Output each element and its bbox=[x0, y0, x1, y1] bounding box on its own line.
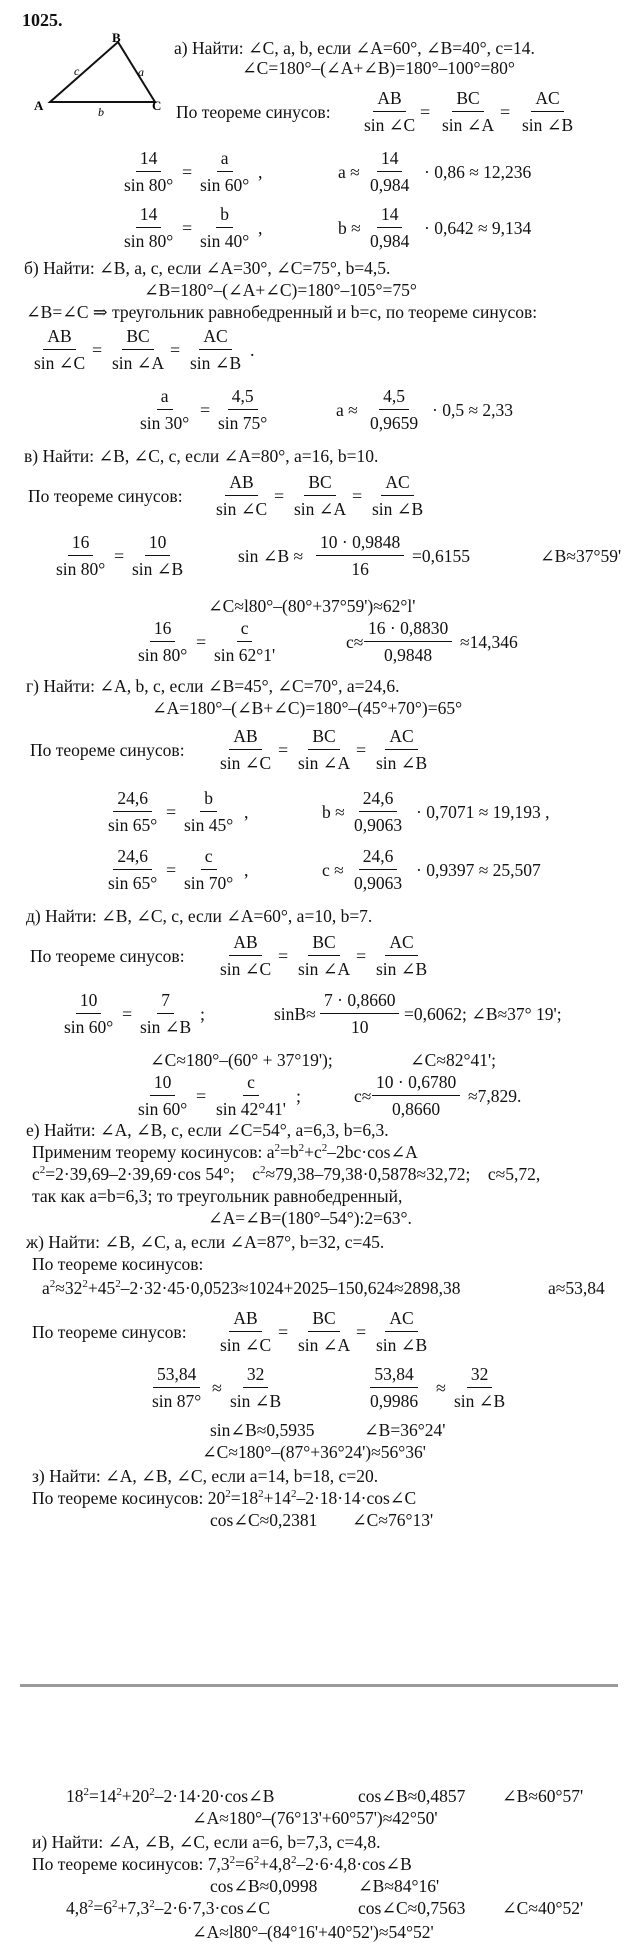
frac: $\frac{32}{\sin \angle B}$ bbox=[230, 1364, 282, 1411]
g-sinb: sin∠B≈0,5935 bbox=[210, 1420, 315, 1440]
operator: ; bbox=[296, 1086, 302, 1106]
e-result-value: ≈7,829. bbox=[468, 1086, 522, 1106]
frac: $\frac{16 \cdot 0,8830}{0,9848}$ bbox=[364, 618, 452, 665]
g-angle-b: ∠B=36°24' bbox=[364, 1420, 446, 1440]
frac: $\frac{AB}{\sin \angle C}$ bbox=[34, 326, 86, 373]
a-given: а) Найти: ∠C, a, b, если ∠A=60°, ∠B=40°, c=14. bbox=[174, 38, 535, 58]
frac: $\frac{BC}{\sin \angle A}$ bbox=[442, 88, 495, 135]
c-given: в) Найти: ∠B, ∠C, c, если ∠A=80°, a=16, b=10. bbox=[24, 446, 379, 466]
a-angle-c: ∠C=180°–(∠A+∠B)=180°–100°=80° bbox=[242, 58, 515, 78]
e-sinb-value: =0,6062; ∠B≈37° 19'; bbox=[404, 1004, 562, 1024]
frac: $\frac{14}{\sin 80^\circ}$ bbox=[124, 148, 174, 195]
frac: $\frac{24,6}{\sin 65^\circ}$ bbox=[108, 788, 158, 835]
d-result-c-value: · 0,9397 ≈ 25,507 bbox=[416, 860, 541, 880]
triangle-figure bbox=[28, 30, 168, 118]
b-isosceles: ∠B=∠C ⇒ треугольник равнобедренный и b=c, по теореме синусов: bbox=[26, 302, 538, 322]
f-given: е) Найти: ∠A, ∠B, c, если ∠C=54°, a=6,3, b=6,3. bbox=[26, 1120, 389, 1140]
frac: $\frac{AB}{\sin \angle C}$ bbox=[220, 932, 272, 979]
frac: $\frac{AB}{\sin \angle C}$ bbox=[220, 1308, 272, 1355]
e-angle-c: ∠C≈180°–(60° + 37°19'); bbox=[150, 1050, 333, 1070]
operator: = bbox=[182, 162, 193, 182]
f-isosceles: так как a=b=6,3; то треугольник равнобедренный, bbox=[32, 1186, 403, 1206]
operator: = bbox=[170, 340, 181, 360]
operator: = bbox=[166, 802, 177, 822]
frac: $\frac{a}{\sin 60^\circ}$ bbox=[200, 148, 250, 195]
h-angle-a: ∠A≈180°–(76°13'+60°57')≈42°50' bbox=[192, 1808, 438, 1828]
frac: $\frac{BC}{\sin \angle A}$ bbox=[298, 932, 351, 979]
frac: $\frac{a}{\sin 30^\circ}$ bbox=[140, 386, 190, 433]
operator: = bbox=[92, 340, 103, 360]
frac: $\frac{AC}{\sin \angle B}$ bbox=[372, 472, 424, 519]
h-cosine-b: $18^2=14^2+20^2-2\cdot 14\cdot 20\cdot\cos\angle B$ bbox=[66, 1786, 275, 1806]
frac: $\frac{24,6}{\sin 65^\circ}$ bbox=[108, 846, 158, 893]
b-given: б) Найти: ∠B, a, c, если ∠A=30°, ∠C=75°, b=4,5. bbox=[24, 258, 391, 278]
operator: , bbox=[244, 860, 249, 880]
frac: $\frac{b}{\sin 40^\circ}$ bbox=[200, 204, 250, 251]
operator: . bbox=[250, 340, 255, 360]
f-c-squared: $c^2=2\cdot 39,69-2\cdot 39,69\cdot\cos$ 54°; $c^2\approx 79,38-79,38\cdot 0,5878\approx 32,72$; c≈5,72, bbox=[32, 1164, 541, 1184]
e-result: c≈ bbox=[354, 1086, 372, 1106]
operator: = bbox=[356, 946, 367, 966]
h-cosb: cos∠B≈0,4857 bbox=[358, 1786, 466, 1806]
e-sines-label: По теореме синусов: bbox=[30, 946, 185, 966]
frac: $\frac{53,84}{\sin 87^\circ}$ bbox=[152, 1364, 202, 1411]
frac: $\frac{b}{\sin 45^\circ}$ bbox=[184, 788, 234, 835]
operator: , bbox=[258, 218, 263, 238]
i-angle-b: ∠B≈84°16' bbox=[358, 1876, 440, 1896]
frac: $\frac{4,5}{\sin 75^\circ}$ bbox=[218, 386, 268, 433]
problem-number: 1025. bbox=[22, 10, 63, 30]
a-result-b-value: · 0,642 ≈ 9,134 bbox=[424, 218, 532, 238]
c-angle-c: ∠C≈l80°–(80°+37°59')≈62°l' bbox=[208, 596, 416, 616]
g-a-squared: $a^2\approx 32^2+45^2-2\cdot 32\cdot 45\cdot 0,0523\approx 1024+2025-150,624\approx 2898,38$ bbox=[42, 1278, 461, 1298]
d-result-c: c ≈ bbox=[322, 860, 344, 880]
h-cosine: По теореме косинусов: $20^2=18^2+14^2-2\cdot 18\cdot 14\cdot\cos\angle C$ bbox=[32, 1488, 417, 1508]
frac: $\frac{10}{\sin 60^\circ}$ bbox=[138, 1072, 188, 1119]
frac: $\frac{10 \cdot 0,6780}{0,8660}$ bbox=[372, 1072, 460, 1119]
operator: = bbox=[500, 102, 511, 122]
frac: $\frac{BC}{\sin \angle A}$ bbox=[112, 326, 165, 373]
operator: = bbox=[122, 1004, 133, 1024]
c-sinb-value: =0,6155 bbox=[412, 546, 470, 566]
frac: $\frac{BC}{\sin \angle A}$ bbox=[294, 472, 347, 519]
frac: $\frac{24,6}{0,9063}$ bbox=[354, 788, 403, 835]
g-a-value: a≈53,84 bbox=[548, 1278, 605, 1298]
operator: = bbox=[274, 486, 285, 506]
frac: $\frac{7}{\sin \angle B}$ bbox=[140, 990, 192, 1037]
frac: $\frac{AB}{\sin \angle C}$ bbox=[216, 472, 268, 519]
d-sines-label: По теореме синусов: bbox=[30, 740, 185, 760]
frac: $\frac{7 \cdot 0,8660}{10}$ bbox=[320, 990, 399, 1037]
frac: $\frac{c}{\sin 42^\circ 41'}$ bbox=[216, 1072, 286, 1119]
i-cosb: cos∠B≈0,0998 bbox=[210, 1876, 318, 1896]
page-divider bbox=[20, 1684, 618, 1687]
frac: $\frac{10}{\sin 60^\circ}$ bbox=[64, 990, 114, 1037]
operator: ≈ bbox=[436, 1378, 446, 1398]
frac: $\frac{4,5}{0,9659}$ bbox=[370, 386, 419, 433]
side-b: b bbox=[98, 105, 104, 118]
frac: $\frac{16}{\sin 80^\circ}$ bbox=[56, 532, 106, 579]
e-given: д) Найти: ∠B, ∠C, c, если ∠A=60°, a=10, b=7. bbox=[26, 906, 373, 926]
i-cosine-c: $4,8^2=6^2+7,3^2-2\cdot 6\cdot 7,3\cdot\cos\angle C$ bbox=[66, 1898, 271, 1918]
c-sines-label: По теореме синусов: bbox=[28, 486, 183, 506]
g-sines-label: По теореме синусов: bbox=[32, 1322, 187, 1342]
f-angles: ∠A=∠B=(180°–54°):2=63°. bbox=[208, 1208, 412, 1228]
operator: = bbox=[352, 486, 363, 506]
frac: $\frac{AC}{\sin \angle B}$ bbox=[376, 1308, 428, 1355]
frac: $\frac{53,84}{0,9986}$ bbox=[370, 1364, 419, 1411]
g-given: ж) Найти: ∠B, ∠C, a, если ∠A=87°, b=32, c=45. bbox=[26, 1232, 385, 1252]
frac: $\frac{32}{\sin \angle B}$ bbox=[454, 1364, 506, 1411]
operator: = bbox=[420, 102, 431, 122]
c-sinb: sin ∠B ≈ bbox=[238, 546, 304, 566]
frac: $\frac{AC}{\sin \angle B}$ bbox=[190, 326, 242, 373]
operator: ≈ bbox=[212, 1378, 222, 1398]
operator: = bbox=[200, 400, 211, 420]
frac: $\frac{14}{\sin 80^\circ}$ bbox=[124, 204, 174, 251]
operator: = bbox=[166, 860, 177, 880]
side-c: c bbox=[74, 64, 80, 78]
operator: = bbox=[114, 546, 125, 566]
vertex-B: B bbox=[112, 30, 121, 45]
frac: $\frac{24,6}{0,9063}$ bbox=[354, 846, 403, 893]
frac: $\frac{AC}{\sin \angle B}$ bbox=[522, 88, 574, 135]
i-given: и) Найти: ∠A, ∠B, ∠C, если a=6, b=7,3, c=4,8. bbox=[32, 1832, 381, 1852]
c-result: c≈ bbox=[346, 632, 364, 652]
i-cosc: cos∠C≈0,7563 bbox=[358, 1898, 466, 1918]
frac: $\frac{10}{\sin \angle B}$ bbox=[132, 532, 184, 579]
h-given: з) Найти: ∠A, ∠B, ∠C, если a=14, b=18, c=20. bbox=[32, 1466, 379, 1486]
frac: $\frac{c}{\sin 70^\circ}$ bbox=[184, 846, 234, 893]
frac: $\frac{BC}{\sin \angle A}$ bbox=[298, 726, 351, 773]
d-result-b: b ≈ bbox=[322, 802, 345, 822]
operator: = bbox=[196, 632, 207, 652]
h-cosc: cos∠C≈0,2381 bbox=[210, 1510, 318, 1530]
f-cosine-law: Применим теорему косинусов: $a^2=b^2+c^2-2bc\cdot\cos\angle A$ bbox=[32, 1142, 418, 1162]
i-angle-a: ∠A≈l80°–(84°16'+40°52')≈54°52' bbox=[192, 1922, 434, 1942]
operator: = bbox=[196, 1086, 207, 1106]
operator: = bbox=[278, 740, 289, 760]
operator: = bbox=[278, 946, 289, 966]
h-angle-c: ∠C≈76°13' bbox=[352, 1510, 434, 1530]
c-result-value: ≈14,346 bbox=[460, 632, 518, 652]
frac: $\frac{c}{\sin 62^\circ 1'}$ bbox=[214, 618, 276, 665]
d-result-b-value: · 0,7071 ≈ 19,193 , bbox=[416, 802, 550, 822]
e-angle-c-value: ∠C≈82°41'; bbox=[410, 1050, 496, 1070]
d-given: г) Найти: ∠A, b, c, если ∠B=45°, ∠C=70°, a=24,6. bbox=[26, 676, 400, 696]
frac: $\frac{AC}{\sin \angle B}$ bbox=[376, 726, 428, 773]
d-angle-a: ∠A=180°–(∠B+∠C)=180°–(45°+70°)=65° bbox=[152, 698, 463, 718]
g-angle-c: ∠C≈180°–(87°+36°24')≈56°36' bbox=[202, 1442, 426, 1462]
operator: ; bbox=[200, 1004, 206, 1024]
operator: = bbox=[278, 1322, 289, 1342]
frac: $\frac{14}{0,984}$ bbox=[370, 148, 410, 195]
frac: $\frac{AC}{\sin \angle B}$ bbox=[376, 932, 428, 979]
e-sinb: sinB≈ bbox=[274, 1004, 316, 1024]
h-angle-b: ∠B≈60°57' bbox=[502, 1786, 584, 1806]
c-angle-b: ∠B≈37°59' bbox=[540, 546, 622, 566]
operator: = bbox=[356, 740, 367, 760]
b-angle-b: ∠B=180°–(∠A+∠C)=180°–105°=75° bbox=[144, 280, 417, 300]
b-result-value: · 0,5 ≈ 2,33 bbox=[432, 400, 514, 420]
operator: , bbox=[244, 802, 249, 822]
i-cosine-b: По теореме косинусов: $7,3^2=6^2+4,8^2-2\cdot 6\cdot 4,8\cdot\cos\angle B$ bbox=[32, 1854, 412, 1874]
vertex-A: A bbox=[34, 98, 44, 113]
operator: = bbox=[356, 1322, 367, 1342]
vertex-C: C bbox=[152, 98, 162, 113]
a-result-a: a ≈ bbox=[338, 162, 360, 182]
a-sines-label: По теореме синусов: bbox=[176, 102, 331, 122]
frac: $\frac{10 \cdot 0,9848}{16}$ bbox=[316, 532, 404, 579]
frac: $\frac{16}{\sin 80^\circ}$ bbox=[138, 618, 188, 665]
i-angle-c: ∠C≈40°52' bbox=[502, 1898, 584, 1918]
frac: $\frac{14}{0,984}$ bbox=[370, 204, 410, 251]
a-result-b: b ≈ bbox=[338, 218, 361, 238]
b-result: a ≈ bbox=[336, 400, 358, 420]
operator: = bbox=[182, 218, 193, 238]
side-a: a bbox=[138, 65, 144, 79]
frac: $\frac{AB}{\sin \angle C}$ bbox=[364, 88, 416, 135]
g-cosine-label: По теореме косинусов: bbox=[32, 1254, 204, 1274]
frac: $\frac{AB}{\sin \angle C}$ bbox=[220, 726, 272, 773]
operator: , bbox=[258, 162, 263, 182]
frac: $\frac{BC}{\sin \angle A}$ bbox=[298, 1308, 351, 1355]
a-result-a-value: · 0,86 ≈ 12,236 bbox=[424, 162, 532, 182]
